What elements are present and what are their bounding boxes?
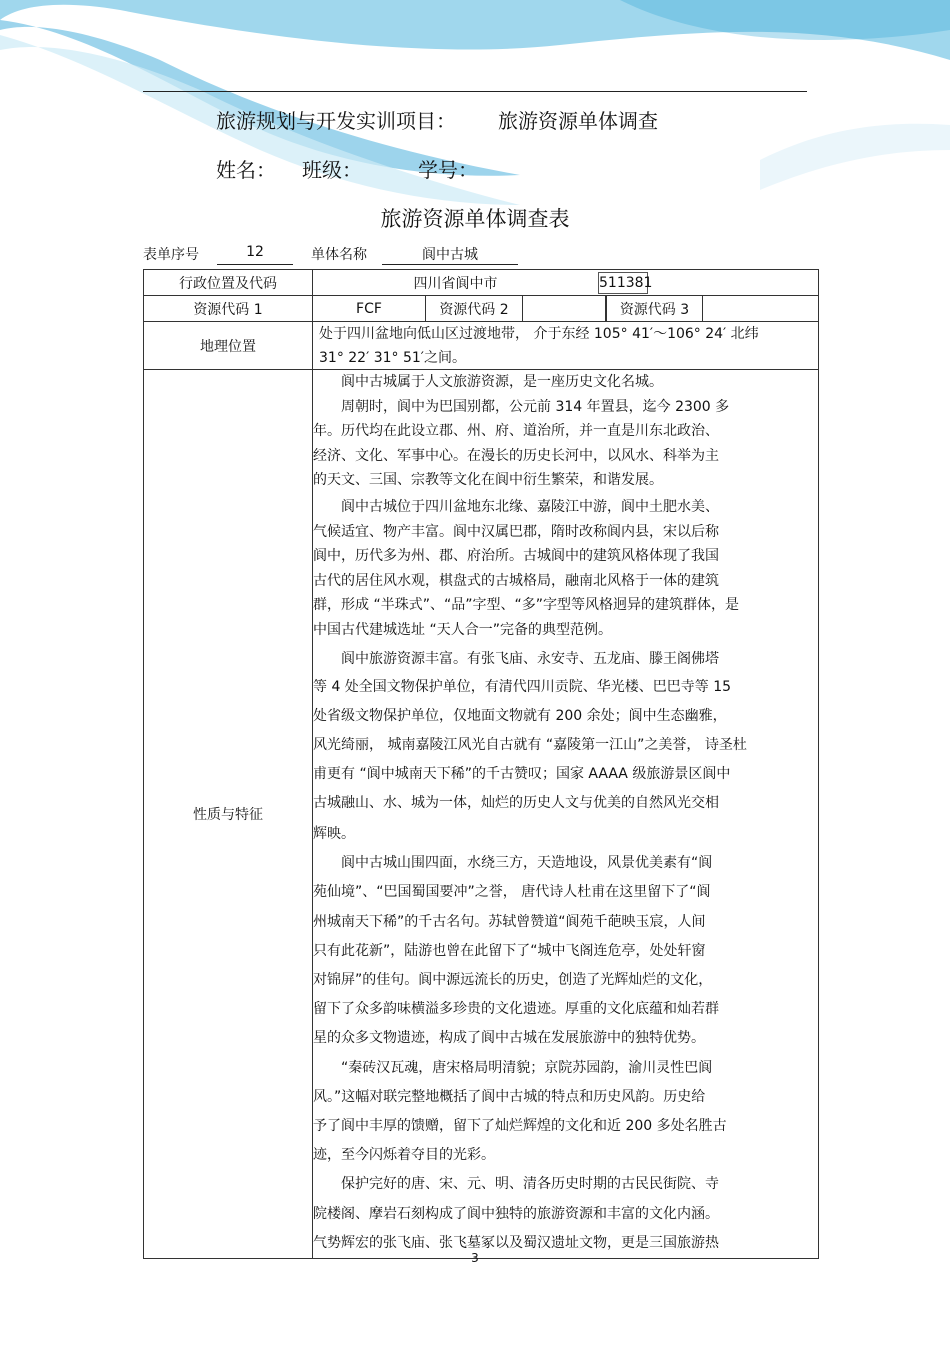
- text-line: 的天文、三国、宗教等文化在阆中衍生繁荣，和谐发展。: [313, 472, 663, 489]
- admin-cell: [313, 270, 819, 296]
- name-label: 姓名：: [216, 158, 276, 182]
- text-line: 苑仙境”、“巴国蜀国要冲”之誉， 唐代诗人杜甫在这里留下了“阆: [313, 884, 711, 901]
- text-line: 阆中古城山围四面，水绕三方，天造地设，风景优美素有“阆: [341, 855, 713, 872]
- project-line: [216, 105, 658, 134]
- geo-label: 地理位置: [144, 322, 313, 370]
- top-rule: [143, 91, 807, 92]
- admin-label: 行政位置及代码: [144, 270, 313, 296]
- geo-cell: [313, 322, 819, 370]
- code1-value: FCF: [313, 296, 426, 321]
- project-label: 旅游规划与开发实训项目：: [216, 109, 456, 133]
- text-line: 留下了众多韵味横溢多珍贵的文化遗迹。厚重的文化底蕴和灿若群: [313, 1001, 719, 1018]
- admin-value: 四川省阆中市: [413, 275, 498, 292]
- paragraph-block: [313, 645, 818, 818]
- text-line: 气候适宜、物产丰富。阆中汉属巴郡，隋时改称阆内县，宋以后称: [313, 523, 719, 540]
- text-line: 古代的居住风水观，棋盘式的古城格局，融南北风格于一体的建筑: [313, 572, 719, 589]
- text-line: 院楼阁、摩岩石刻构成了阆中独特的旅游资源和丰富的文化内涵。: [313, 1205, 719, 1222]
- unit-name-underline: [382, 264, 518, 265]
- survey-table: [143, 269, 819, 1259]
- text-line: “秦砖汉瓦魂，唐宋格局明清貌；京院苏园韵，渝川灵性巴阆: [341, 1059, 713, 1076]
- page-number: 3: [471, 1251, 479, 1265]
- geo-row: [144, 322, 819, 370]
- text-line: 甫更有 “阆中城南天下稀”的千古赞叹；国家 AAAA 级旅游景区阆中: [313, 766, 731, 783]
- text-line: 气势辉宏的张飞庙、张飞墓冢以及蜀汉遗址文物，更是三国旅游热: [313, 1234, 719, 1251]
- code2-label: 资源代码 2: [426, 296, 523, 321]
- resource-code-row: [144, 296, 819, 322]
- serial-underline: [217, 264, 293, 265]
- text-line: 对锦屏”的佳句。阆中源远流长的历史，创造了光辉灿烂的文化，: [313, 971, 713, 988]
- text-line: 阆中，历代多为州、郡、府治所。古城阆中的建筑风格体现了我国: [313, 548, 719, 565]
- unit-name-value: 阆中古城: [422, 247, 478, 263]
- text-line: 阆中古城属于人文旅游资源，是一座历史文化名城。: [341, 374, 663, 390]
- serial-label: 表单序号: [143, 247, 199, 263]
- text-line: 只有此花新”，陆游也曾在此留下了“城中飞阁连危亭，处处轩窗: [313, 942, 706, 959]
- nature-row: [144, 370, 819, 1259]
- text-line: 辉映。: [313, 825, 355, 842]
- text-line: 星的众多文物遗迹，构成了阆中古城在发展旅游中的独特优势。: [313, 1030, 705, 1047]
- unit-name-label: 单体名称: [311, 247, 367, 263]
- class-label: 班级：: [302, 158, 362, 182]
- nature-label: 性质与特征: [144, 370, 313, 1259]
- text-line: 阆中古城位于四川盆地东北缘、嘉陵江中游，阆中土肥水美、: [341, 498, 719, 515]
- text-line: 周朝时，阆中为巴国别都，公元前 314 年置县，迄今 2300 多: [341, 398, 730, 415]
- text-line: 经济、文化、军事中心。在漫长的历史长河中，以风水、科举为主: [313, 447, 719, 464]
- text-line: 等 4 处全国文物保护单位，有清代四川贡院、华光楼、巴巴寺等 15: [313, 679, 732, 696]
- text-line: 迹，至今闪烁着夺目的光彩。: [313, 1147, 495, 1164]
- text-line: 风。”这幅对联完整地概括了阆中古城的特点和历史风韵。历史给: [313, 1088, 706, 1105]
- project-value: 旅游资源单体调查: [498, 109, 658, 133]
- text-line: 古城融山、水、城为一体，灿烂的历史人文与优美的自然风光交相: [313, 795, 719, 812]
- geo-line-2: 31° 22′ 31° 51′之间。: [319, 350, 466, 366]
- code1-label: 资源代码 1: [144, 296, 313, 322]
- text-line: 年。历代均在此设立郡、州、府、道治所，并一直是川东北政治、: [313, 423, 719, 440]
- serial-value: 12: [246, 244, 264, 260]
- text-line: 阆中旅游资源丰富。有张飞庙、永安寺、五龙庙、滕王阁佛塔: [341, 650, 719, 667]
- text-line: 州城南天下稀”的千古名句。苏轼曾赞道“阆苑千葩映玉宸，人间: [313, 913, 706, 930]
- admin-code: 511381: [598, 272, 648, 294]
- text-line: 中国古代建城选址 “天人合一”完备的典型范例。: [313, 621, 612, 638]
- nature-content: [313, 370, 819, 1259]
- paragraph-block: [313, 495, 818, 643]
- code2-value: [523, 296, 606, 321]
- code3-label: 资源代码 3: [606, 296, 703, 321]
- text-line: 处省级文物保护单位，仅地面文物就有 200 余处；阆中生态幽雅，: [313, 708, 727, 725]
- text-line: 予了阆中丰厚的馈赠，留下了灿烂辉煌的文化和近 200 多处名胜古: [313, 1118, 727, 1134]
- resource-code-cell: [313, 296, 819, 322]
- text-line: 风光绮丽， 城南嘉陵江风光自古就有 “嘉陵第一江山”之美誉， 诗圣杜: [313, 737, 747, 754]
- admin-row: [144, 270, 819, 296]
- student-id-label: 学号：: [418, 158, 478, 182]
- text-line: 保护完好的唐、宋、元、明、清各历史时期的古民民街院、寺: [341, 1176, 719, 1193]
- form-title: 旅游资源单体调查表: [380, 207, 570, 231]
- student-info-line: [216, 154, 478, 183]
- text-line: 群，形成 “半珠式”、“品”字型、“多”字型等风格迥异的建筑群体，是: [313, 597, 739, 614]
- geo-line-1: 处于四川盆地向低山区过渡地带， 介于东经 105° 41′～106° 24′ 北纬: [319, 326, 759, 342]
